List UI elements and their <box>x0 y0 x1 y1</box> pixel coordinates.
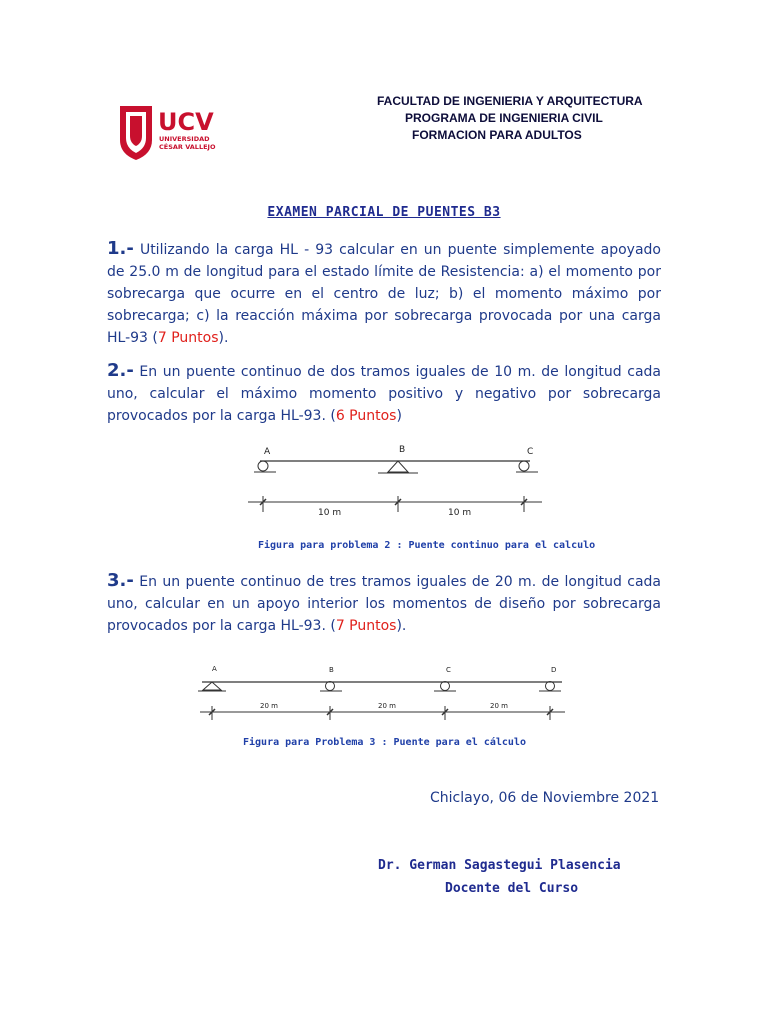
date-line: Chiclayo, 06 de Noviembre 2021 <box>430 790 660 806</box>
fig3-support-label-d: D <box>551 666 557 674</box>
fig3-support-label-a: A <box>212 665 217 673</box>
problem-1-number: 1.- <box>107 238 134 259</box>
fig3-span-label-1: 20 m <box>260 702 278 710</box>
figure-2-caption: Figura para problema 2 : Puente continuo para el calculo <box>258 540 596 551</box>
problem-2-tail: ) <box>396 408 402 424</box>
fig2-support-label-b: B <box>399 445 406 455</box>
fig2-roller-c <box>519 461 529 471</box>
fig3-support-label-c: C <box>446 666 451 674</box>
faculty-line: FACULTAD DE INGENIERIA Y ARQUITECTURA <box>377 94 643 108</box>
exam-title: EXAMEN PARCIAL DE PUENTES B3 <box>267 205 501 220</box>
fig3-span-label-3: 20 m <box>490 702 508 710</box>
fig2-span-label-1: 10 m <box>318 508 342 518</box>
fig2-pin-b <box>388 461 408 472</box>
problem-2-text: En un puente continuo de dos tramos iguales de 10 m. de longitud cada uno, calcular el máximo momento positivo y negativo por sobrecarga provocados por la carga HL-93. ( <box>107 364 661 424</box>
problem-3-points: 7 Puntos <box>335 618 397 634</box>
fig2-support-label-c: C <box>527 447 534 457</box>
fig3-roller-d <box>546 682 555 691</box>
problem-2-number: 2.- <box>107 360 134 381</box>
figure-3 <box>190 662 580 724</box>
problem-3-number: 3.- <box>107 570 134 591</box>
fig3-span-label-2: 20 m <box>378 702 396 710</box>
problem-1-text: Utilizando la carga HL - 93 calcular en un puente simplemente apoyado de 25.0 m de longitud para el estado límite de Resistencia: a) el momento por sobrecarga que ocurre en el centro de luz; b) el momento máximo por sobrecarga; c) la reacción máxima por sobrecarga provocada por una carga HL-93 ( <box>107 242 661 346</box>
problem-1-tail: ). <box>218 330 229 346</box>
figure-3-caption: Figura para Problema 3 : Puente para el cálculo <box>243 737 526 748</box>
problem-3-text: En un puente continuo de tres tramos iguales de 20 m. de longitud cada uno, calcular en un apoyo interior los momentos de diseño por sobrecarga provocados por la carga HL-93. ( <box>107 574 661 634</box>
problem-1-points: 7 Puntos <box>157 330 219 346</box>
fig2-span-label-2: 10 m <box>448 508 472 518</box>
logo-sub1: UNIVERSIDAD <box>159 135 210 143</box>
fig3-pin-a <box>203 682 221 690</box>
fig2-roller-a <box>258 461 268 471</box>
ucv-shield-icon <box>112 100 230 166</box>
problem-3 <box>107 570 661 637</box>
fig3-roller-b <box>326 682 335 691</box>
signature-role: Docente del Curso <box>445 881 579 896</box>
logo-text: UCV <box>158 108 214 136</box>
formation-line: FORMACION PARA ADULTOS <box>412 128 582 142</box>
problem-2-points: 6 Puntos <box>335 408 397 424</box>
logo-sub2: CÉSAR VALLEJO <box>159 143 216 151</box>
ucv-logo <box>112 100 230 166</box>
problem-1 <box>107 238 661 349</box>
figure-2 <box>230 440 550 525</box>
fig3-support-label-b: B <box>329 666 334 674</box>
fig2-support-label-a: A <box>264 447 271 457</box>
problem-3-tail: ). <box>396 618 407 634</box>
fig3-roller-c <box>441 682 450 691</box>
program-line: PROGRAMA DE INGENIERIA CIVIL <box>405 111 603 125</box>
signature-name: Dr. German Sagastegui Plasencia <box>378 858 621 873</box>
problem-2 <box>107 360 661 427</box>
